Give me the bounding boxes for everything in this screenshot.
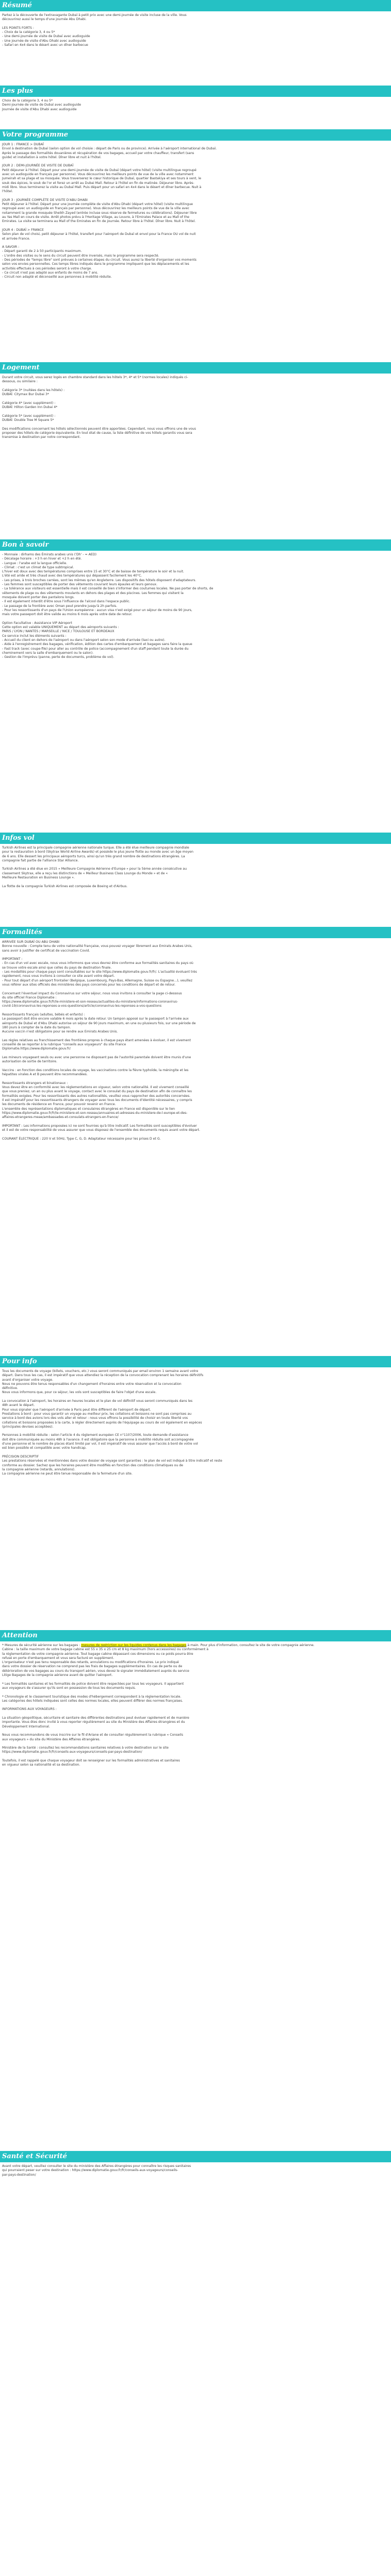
blank-line xyxy=(2,1132,389,1137)
paragraph-line: L'été est aride et très chaud avec des températures qui dépassent facilement les 40°C. xyxy=(2,574,142,578)
paragraph-line: - Fast track (avec coupe-file) pour aller au contrôle de police (accompagnement d'un staff pendant toute la durée du xyxy=(2,647,189,651)
paragraph-line: - Ce circuit n'est pas adapté aux enfants de moins de 7 ans. xyxy=(2,270,99,275)
paragraph-line: Diplomatie.https://www.diplomatie.gouv.fr/ xyxy=(2,1047,71,1051)
paragraph-line: La convocation à l'aéroport, les horaires en heures locales et le plan de vol définitif vous seront communiqués dans les xyxy=(2,1399,193,1403)
blank-line xyxy=(2,22,389,26)
paragraph-line: Personnes à mobilité réduite : selon l'article 4 du règlement européen CE n°1107/2006, toute demande d'assistance xyxy=(2,1433,189,1437)
paragraph-line: Meilleure Restauration en Business Lounge ». xyxy=(2,876,75,880)
blank-line xyxy=(2,1742,389,1746)
paragraph-line: souk des épices, le souk de l'or et ferez un arrêt au Dubai Mall. Retour à l'hôtel en fin de matinée. Déjeuner libre. Après- xyxy=(2,181,194,185)
paragraph-line: Tous les documents de voyage (billets, vouchers, etc.) vous seront communiqués par email environ 1 semaine avant votre xyxy=(2,1369,199,1373)
paragraph-line: Ministère de la Santé : consultez les recommandations sanitaires relatives à votre destination sur le site xyxy=(2,1746,169,1750)
paragraph-line: classement Skytrax, elle a reçu les distinctions de « Meilleur Business Class Lounge du Monde » et de « xyxy=(2,871,168,875)
paragraph-line: LES POINTS FORTS : xyxy=(2,26,35,30)
paragraph-line: qui pourraient peser sur votre destination : https://www.diplomatie.gouv.fr/fr/conseils-aux-voyageurs/conseils- xyxy=(2,2168,178,2173)
section xyxy=(0,0,391,86)
paragraph-line: * Chronologie et le classement touristique des modes d'hébergement correspondent à la réglementation locale. xyxy=(2,1694,182,1699)
blank-line xyxy=(2,617,389,621)
blank-line xyxy=(2,1077,389,1081)
paragraph-line: - Les femmes sont susceptibles de porter des vêtements couvrant leurs épaules et leurs genoux. xyxy=(2,583,158,587)
paragraph-line: https://www.diplomatie.gouv.fr/fr/le-ministere-et-son-reseau/actualites-du-ministere/informations-coronavirus- xyxy=(2,1000,178,1004)
blank-line xyxy=(2,1120,389,1124)
paragraph-line: Catégorie 3* (nuitées dans les hôtels) : xyxy=(2,388,65,392)
paragraph-line: proposer des hôtels de catégorie équivalente. En tout état de cause, la liste définitive de vos hôtels garantis vous sera xyxy=(2,431,192,435)
paragraph-line: conforme au dossier. Sachez que les horaires peuvent être modifiés en fonction des conditions climatiques ou de xyxy=(2,1463,183,1467)
paragraph-line: avec un audioguide en français par personne). Vous découvrirez les meilleurs points de vue de la ville avec notamment xyxy=(2,173,194,177)
paragraph-line: que vous preniez, un an ou plus avant le voyage, contact avec le consulat du pays de destination afin de connaître les xyxy=(2,1090,192,1094)
paragraph-line: compagnie fait partie de l'alliance Star Alliance. xyxy=(2,858,79,862)
paragraph-line: transmise à destination par notre correspondant. xyxy=(2,435,81,439)
paragraph-line: Jumeirah et sa plage et sa mosquée. Vous traverserez le cœur historique de Dubaï, quartier Bastakiya et ses tours à vent, le xyxy=(2,177,201,181)
section xyxy=(0,2151,391,2200)
paragraph-line: en vigueur selon sa nationalité et sa destination. xyxy=(2,1763,80,1767)
paragraph-line: - En cas d'un vol avec escale, nous vous informons que vous devrez être conforme aux formalités sanitaires du pays où xyxy=(2,961,193,965)
paragraph-line: - Choix de la catégorie 3, 4 ou 5* xyxy=(2,30,55,35)
paragraph-line: service à bord des avions lors des vols aller et retour : nous vous offrons la possibilité de choisir en toute liberté vos xyxy=(2,1416,188,1420)
paragraph-line: du site officiel France Diplomatie : xyxy=(2,995,57,999)
blank-line xyxy=(2,987,389,991)
section xyxy=(0,927,391,1356)
section-title: Résumé xyxy=(0,0,391,11)
paragraph-line: - Pour les ressortissants d'un pays de l'Union européenne : aucun visa n'est exigé pour un séjour de moins de 90 jours, xyxy=(2,608,192,612)
section-title: Logement xyxy=(0,362,391,374)
paragraph-line: DUBAÏ: Citymax Bur Dubai 3* xyxy=(2,393,50,397)
blank-line xyxy=(2,384,389,388)
paragraph-line: Petit déjeuner à l'hôtel. Départ pour une demi-journée de visite de Dubaï (départ votre hôtel) (visite multilingue regroupé xyxy=(2,168,197,172)
paragraph-line: (principales devises acceptées). xyxy=(2,1425,54,1429)
section-body xyxy=(0,374,391,443)
paragraph-line: PRÉCISION DESCRIPTIF xyxy=(2,1454,39,1459)
paragraph-line: Pour vous signaler que l'aéroport d'arrivée à Paris peut être différent de l'aéroport de départ. xyxy=(2,1408,151,1412)
paragraph-line: activités effectués à ces périodes seront à votre charge. xyxy=(2,266,92,270)
blank-line xyxy=(2,194,389,198)
paragraph-line: L'organisateur n'est pas tenu responsable des retards, annulations ou modifications d'horaires. Le prix indiqué xyxy=(2,1660,179,1665)
paragraph-line: Le passeport doit être encore valable 6 mois après la date retour. Un tampon apposé sur le passeport à l'arrivée aux xyxy=(2,1017,189,1021)
text-span: à main. Pour plus d'information, consultez le site de votre compagnie aérienne. xyxy=(186,1643,315,1647)
paragraph-line: Selon plan de vol choisi, petit déjeuner à l'hôtel, transfert pour l'aéroport de Dubaï et envol pour la France OU vol de nuit xyxy=(2,232,196,236)
paragraph-line: - Départ garanti de 2 à 50 participants maximum. xyxy=(2,249,82,253)
paragraph-line: Avant votre départ, veuillez consulter le site du ministère des Affaires étrangères pour connaître les risques sanitaires xyxy=(2,2164,191,2168)
paragraph-line: aux voyageurs » du site du Ministère des Affaires étrangères. xyxy=(2,1737,101,1741)
paragraph-line: Les prestations réservées et mentionnées dans votre dossier de voyage sont garanties : le plan de vol est indiqué à titre indicatif et reste xyxy=(2,1459,222,1463)
paragraph-line: Ce service inclut les éléments suivants : xyxy=(2,634,67,638)
paragraph-line: cheminement vers la salle d'embarquement ou le salon). xyxy=(2,651,94,655)
paragraph-line: Nous vous recommandons de vous inscrire sur le fil d'Ariane et de consulter régulièrement la rubrique « Conseils xyxy=(2,1733,183,1737)
paragraph-line: Petit déjeuner à l'hôtel. Départ pour une journée complète de visite d'Abu Dhabi (départ votre hôtel) (visite multilingue xyxy=(2,202,193,207)
paragraph-line: JOUR 1 : FRANCE > DUBAÏ xyxy=(2,143,44,146)
section-body xyxy=(0,1367,391,1479)
section-body xyxy=(0,844,391,892)
blank-line xyxy=(2,1712,389,1716)
blank-line xyxy=(2,241,389,245)
paragraph-line: Catégorie 4* (avec supplément) : xyxy=(2,401,56,405)
paragraph-line: Demi-journée de visite de Dubaï avec audioguide xyxy=(2,103,82,107)
paragraph-line: et il est de votre responsabilité de vous assurer que vous disposez de l'ensemble des documents requis avant votre départ. xyxy=(2,1128,200,1132)
paragraph-line: et arrivée France. xyxy=(2,236,30,241)
paragraph-line: vêtements de plage ou des vêtements moulants en dehors des plages et des piscines. Les femmes qui visitent la xyxy=(2,591,184,595)
paragraph-line: Catégorie 5* (avec supplément) : xyxy=(2,414,56,418)
paragraph-line: A SAVOIR : xyxy=(2,245,20,249)
blank-line xyxy=(2,422,389,427)
paragraph-line: regroupé avec un audioguide en français par personne). Vous découvrirez les meilleurs points de vue de la ville avec xyxy=(2,207,190,211)
liquids-restriction-link[interactable]: mesures de restriction sur les liquides contenus dans les bagages xyxy=(81,1643,187,1647)
blank-line xyxy=(2,1064,389,1069)
paragraph-line: Nous ne pouvons être tenus responsables d'un changement d'horaires entre votre réservation et la convocation xyxy=(2,1382,182,1386)
section xyxy=(0,833,391,927)
paragraph-line: la compagnie aérienne (retards, annulations). xyxy=(2,1467,75,1471)
paragraph-line: - Aide à l'enregistrement des bagages, vérification, édition des cartes d'embarquement et bagages sans faire la queue xyxy=(2,642,192,647)
section xyxy=(0,1356,391,1630)
section-body xyxy=(0,1641,391,1771)
paragraph-line: la réglementation de votre compagnie aérienne. Tout bagage cabine dépassant ces dimensions ou ce poids pourra être xyxy=(2,1652,193,1656)
paragraph-line: - Gestion de l'imprévu (panne, perte de documents, problème de vol). xyxy=(2,655,115,659)
paragraph-line: JOUR 3 : JOURNÉE COMPLÈTE DE VISITE D'ABU DHABI xyxy=(2,198,88,202)
paragraph-line: hépatites virales A et B peuvent être recommandées. xyxy=(2,1073,88,1077)
section-body xyxy=(0,2162,391,2180)
paragraph-line: IMPORTANT : Les informations proposées ici ne sont fournies qu'à titre indicatif. Les formalités sont susceptibles d'évoluer xyxy=(2,1124,197,1128)
paragraph-line: d'une personne et le nombre de places étant limité par vol, il est impératif de vous assurer que l'accès à bord de votre vol xyxy=(2,1442,198,1446)
paragraph-line: Nous vous informons que, pour ce séjour, les vols sont susceptibles de faire l'objet d'une escale. xyxy=(2,1391,157,1395)
paragraph-line: - Décalage horaire : +3 h en hiver et +2 h en été. xyxy=(2,557,82,561)
paragraph-line: https://www.diplomatie.gouv.fr/fr/conseils-aux-voyageurs/conseils-par-pays-destination/ xyxy=(2,1750,142,1754)
blank-line xyxy=(2,397,389,401)
paragraph-line: rapidement, nous vous invitons à consulter ce site avant votre départ. xyxy=(2,974,115,978)
paragraph-line: * Les formalités sanitaires et les formalités de police doivent être respectées par tous les voyageurs. Il appartient xyxy=(2,1682,184,1686)
paragraph-line: Partez à la découverte de l'extravagante Dubaï à petit prix avec une demi-journée de visite incluse de la ville. Vous xyxy=(2,13,187,17)
paragraph-line: JOUR 2 : DEMI-JOURNÉE DE VISITE DE DUBAÏ xyxy=(2,164,74,168)
paragraph-line: Aucune vaccin n'est obligatoire pour se rendre aux Emirats Arabes Unis. xyxy=(2,1030,118,1034)
section-body xyxy=(0,97,391,115)
paragraph-line: La flotte de la compagnie Turkish Airlines est composée de Boeing et d'Airbus. xyxy=(2,884,128,888)
paragraph-line: découvrirez aussi le temps d'une journée Abu Dhabi. xyxy=(2,18,87,22)
section-title: Les plus xyxy=(0,86,391,97)
blank-line xyxy=(2,224,389,228)
paragraph-line: Envol à destination de Dubaï (selon option de vol choisie : départ de Paris ou de province). Arrivée à l'aéroport international de Dubaï. xyxy=(2,147,217,151)
paragraph-line: DUBAÏ: Hilton Garden Inn Dubai 4* xyxy=(2,405,58,410)
blank-line xyxy=(2,1395,389,1399)
paragraph-line: se trouve votre escale ainsi que celles du pays de destination finale. xyxy=(2,965,112,970)
paragraph-line: conseillé de se reporter à la rubrique "conseils aux voyageurs" du site France xyxy=(2,1043,126,1047)
section xyxy=(0,539,391,833)
paragraph-line: Journée de visite d'Abu Dhabi avec audioguide xyxy=(2,107,77,111)
paragraph-line: - L'ordre des visites ou le sens du circuit peuvent être inversés, mais le programme sera respecté. xyxy=(2,253,159,258)
blank-line xyxy=(2,1729,389,1733)
section-title: Votre programme xyxy=(0,129,391,141)
section xyxy=(0,86,391,129)
paragraph-line: sans avoir à justifier de certificat de vaccination Covid. xyxy=(2,948,90,953)
paragraph-line: selon vos envies personnelles. Ces temps libres indiqués dans le programme impliquent que les déplacements et les xyxy=(2,262,189,266)
section-title: Santé et Sécurité xyxy=(0,2151,391,2162)
paragraph-line: collations et boissons proposées à la carte, à régler directement auprès de l'équipage au cours de vol également en espèces xyxy=(2,1420,202,1425)
paragraph-line: La compagnie aérienne ne peut être tenue responsable de la fermeture d'un site. xyxy=(2,1472,133,1476)
paragraph-line: - Une demi-journée de visite de Dubaï avec audioguide xyxy=(2,35,90,39)
paragraph-line: DUBAÏ: Double Tree M Square 5* xyxy=(2,418,54,422)
blank-line xyxy=(2,1677,389,1682)
paragraph-line: - La tolérance aux visiteurs est essentielle mais il est conseillé de bien s'informer des coutumes locales. Ne pas porter de shorts, de xyxy=(2,587,214,591)
section xyxy=(0,1630,391,2151)
paragraph-line: - Langue : l'arabe est la langue officielle. xyxy=(2,561,68,565)
paragraph-line: dans votre dossier de réservation ne comprend pas les frais de bagages supplémentaires. En cas de perte ou de xyxy=(2,1665,183,1669)
paragraph-line: L'hiver est doux avec des températures comprises entre 15 et 30°C et de baisse de température le soir et la nuit. xyxy=(2,570,184,574)
paragraph-line: - Une journée de visite d'Abu Dhabi avec audioguide xyxy=(2,39,86,43)
paragraph-line: - Monnaie : dirhams des Émirats arabes unis ('Dh' - ≈ AED) xyxy=(2,553,96,556)
paragraph-line: notamment la grande mosquée Sheikh Zayed (entrée incluse sous réserve de fermetures ou célébrations). Déjeuner libre xyxy=(2,211,197,215)
paragraph-line: L'ensemble des représentations diplomatiques et consulaires étrangères en France est disponible sur le lien xyxy=(2,1107,175,1111)
section-body xyxy=(0,141,391,283)
blank-line xyxy=(2,1690,389,1694)
paragraph-line: Durant votre circuit, vous serez logés en chambre standard dans les hôtels 3*, 4* et 5* (normes locales) indiqués ci- xyxy=(2,376,188,379)
blank-line xyxy=(2,1755,389,1759)
section xyxy=(0,362,391,539)
paragraph-line: JOUR 4 : DUBAÏ > FRANCE xyxy=(2,228,44,232)
paragraph-line: - Accueil du client en dehors de l'aéroport ou dans l'aéroport selon son mode d'arrivée (taxi ou autre). xyxy=(2,638,166,642)
section-title: Pour info xyxy=(0,1356,391,1367)
paragraph-line: pour la restauration à bord (Skytrax World Airline Awards) et possède le plus jeune flotte au monde avec un âge moyen xyxy=(2,850,193,854)
blank-line xyxy=(2,1451,389,1455)
section-body xyxy=(0,11,391,50)
paragraph-line: aéroports de Dubaï et d'Abu Dhabi autorise un séjour de 90 jours maximum, en une ou plusieurs fois, sur une période de xyxy=(2,1021,196,1025)
paragraph-line: dessous, ou similaire : xyxy=(2,380,38,384)
paragraph-line: Option Facultative : Assistance VIP Aéroport xyxy=(2,621,72,625)
paragraph-line: Toutefois, il est rappelé que chaque voyageur doit se renseigner sur les formalités administratives et sanitaires xyxy=(2,1759,180,1763)
paragraph-line: Ressortissants étrangers et binationaux : xyxy=(2,1081,68,1085)
paragraph-line: Cette option est valable UNIQUEMENT au départ des aéroports suivants : xyxy=(2,625,119,630)
paragraph-line: de 6 ans. Elle dessert les principaux aéroports turcs, ainsi qu'un très grand nombre de destinations étrangères. La xyxy=(2,854,185,858)
paragraph-line: refusé en porte d'embarquement et vous sera facturé en supplément. xyxy=(2,1656,115,1660)
paragraph-line: Les catégories des hôtels indiquées sont celles des normes locales, elles peuvent différer des normes françaises. xyxy=(2,1699,183,1703)
paragraph-line: PARIS / LYON / NANTES / MARSEILLE / NICE / TOULOUSE ET BORDEAUX xyxy=(2,630,115,634)
paragraph-line: aux voyageurs de s'assurer qu'ils sont en possession de tous les documents requis. xyxy=(2,1686,136,1690)
paragraph-line: Emirates. La visite se terminera au Mall of the Emirates en fin de journée. Retour libre à l'hôtel. Dîner libre. Nuit à l'hôtel. xyxy=(2,219,196,224)
paragraph-line: départ. Dans tous les cas, il est impératif que vous attendiez la réception de la convocation comprenant les horaires définitifs xyxy=(2,1374,204,1378)
paragraph-line: Vous devez être en conformité avec les réglementations en vigueur, selon votre nationalité. Il est vivement conseillé xyxy=(2,1086,189,1090)
paragraph-line: mosquée doivent porter des pantalons longs. xyxy=(2,595,75,599)
section xyxy=(0,129,391,362)
paragraph-line: https://www.diplomatie.gouv.fr/fr/le-ministere-et-son-reseau/annuaires-et-adresses-du-ministere-de-l-europe-et-des- xyxy=(2,1111,188,1115)
paragraph-line: doit être communiquée au moins 48h à l'avance. Il est obligatoire que la personne à mobilité réduite soit accompagnée xyxy=(2,1437,194,1442)
paragraph-line: Concernant l'éventuel impact du Coronavirus sur votre séjour, nous vous invitons à consulter la page ci-dessous xyxy=(2,991,182,995)
paragraph-line: vous référer aux sites officiels des ministères des pays concernés pour les conditions de départ et de retour. xyxy=(2,982,176,987)
paragraph-line: La situation géopolitique, sécuritaire et sanitaire des différentes destinations peut évoluer rapidement et de manière xyxy=(2,1716,189,1720)
paragraph-line: Des modifications concernant les hôtels sélectionnés peuvent être apportées. Cependant, nous vous offrons une de vous xyxy=(2,427,196,431)
paragraph-line: - Safari en 4x4 dans le désert avec un dîner barbecue xyxy=(2,43,88,47)
paragraph-line: au Yas Mall en cours de visite. Arrêt photos prévu à l'Heritage Village, au Louvre, à l'Emirates Palace et au Mall of the xyxy=(2,215,189,219)
section-body xyxy=(0,938,391,1144)
blank-line xyxy=(2,1035,389,1039)
paragraph-line: guide) et installation à votre hôtel. Dîner libre et nuit à l'hôtel. xyxy=(2,155,102,159)
paragraph-line: Turkish Airlines est la principale compagnie aérienne nationale turque. Elle a été élue meilleure compagnie mondiale xyxy=(2,846,189,850)
paragraph-line: définitive. xyxy=(2,1386,18,1391)
paragraph-line: Développement International. xyxy=(2,1724,50,1728)
paragraph-line: INFORMATIONS AUX VOYAGEURS : xyxy=(2,1707,57,1711)
paragraph-line: est bien possible et compatible avec votre handicap. xyxy=(2,1446,87,1450)
paragraph-line: Bonne nouvelle : Compte tenu de votre nationalité française, vous pouvez voyager librement aux Emirats Arabes Unis, xyxy=(2,944,192,948)
paragraph-line: affaires-etrangeres-meae/ambassades-et-consulats-etrangers-en-france/ xyxy=(2,1115,119,1120)
paragraph-line: autorisation de sortie de territoire. xyxy=(2,1060,57,1064)
paragraph-line: - Le passage de la frontière avec Oman peut prendre jusqu'à 2h parfois. xyxy=(2,604,118,608)
text-span: * Mesures de sécurité aérienne sur les bagages : xyxy=(2,1643,82,1647)
paragraph-line: Il est impératif pour les ressortissants étrangers de voyager avec tous les documents d'identité nécessaires, y compris xyxy=(2,1098,192,1102)
paragraph-line: ARRIVÉE SUR DUBAÏ OU ABU DHABI xyxy=(2,940,60,944)
paragraph-line: Les règles relatives au franchissement des frontières propres à chaque pays étant amenées à évoluer, il est vivement xyxy=(2,1038,191,1042)
paragraph-line: midi libre. Vous terminerez la visite au Dubaï Mall. Puis départ pour un safari en 4x4 dans le désert et dîner barbecue. Nuit à xyxy=(2,185,202,189)
paragraph-line: 180 jours à compter de la date du tampon. xyxy=(2,1025,71,1029)
paragraph-line: Turkish Airlines a été élue en 2015 « Meilleure Compagnie Aérienne d'Europe » pour la 5ème année consécutive au xyxy=(2,867,187,871)
paragraph-line: Après le passage des formalités douanières et récupération de vos bagages, accueil par votre chauffeur, transfert (sans xyxy=(2,151,194,155)
section-title: Formalités xyxy=(0,927,391,938)
paragraph-line: Les mineurs voyageant seuls ou avec une personne ne disposant pas de l'autorité parentale doivent être munis d'une xyxy=(2,1056,191,1060)
paragraph-line: - Pour tout départ d'un aéroport frontalier (Belgique, Luxembourg, Pays-Bas, Allemagne, Suisse ou Espagne...), veuillez xyxy=(2,978,192,982)
paragraph-line: par-pays-destination/ xyxy=(2,2173,36,2177)
paragraph-line: - Des périodes de "temps libre" sont prévues à certaines étapes du circuit. Vous aurez la liberté d'organiser vos moments xyxy=(2,258,197,262)
paragraph-line: COURANT ÉLECTRIQUE : 220 V et 50Hz, Type C, G, D. Adaptateur nécessaire pour les prises D et G. xyxy=(2,1137,161,1141)
paragraph-line: les documents de résidence en France, pour pouvoir revenir en France. xyxy=(2,1103,116,1107)
paragraph-line: formalités exigées. Pour les ressortissants des autres nationalités, veuillez vous rapprocher des autorités concernées. xyxy=(2,1094,191,1098)
paragraph-line: - Climat : c'est un climat de type subtropical. xyxy=(2,565,74,569)
paragraph-line: Choix de la catégorie 3, 4 ou 5* xyxy=(2,99,53,103)
blank-line xyxy=(2,1703,389,1707)
paragraph-line: avant d'organiser votre voyage. xyxy=(2,1378,53,1382)
paragraph-line: importante. Vous êtes donc invité à vous reporter régulièrement au site du Ministère des Affaires étrangères et du xyxy=(2,1720,185,1724)
paragraph-line: - Les modalités pour chaque pays sont consultables sur le site https://www.diplomatie.gouv.fr/fr/. L'actualité évoluant très xyxy=(2,970,197,974)
paragraph-line: mais votre passeport doit être valide au moins 6 mois après votre date de retour. xyxy=(2,613,133,617)
paragraph-line: - Les prises, à trois broches carrées, sont les mêmes qu'en Angleterre. Les dispositifs des hôtels disposent d'adaptateurs. xyxy=(2,578,197,582)
blank-line xyxy=(2,1009,389,1013)
paragraph-line: Cabine : la taille maximum de votre bagage cabine est 55 x 35 x 25 cm et 8 kg maximum (hors accessoires) ou conformément à xyxy=(2,1648,209,1652)
blank-line xyxy=(2,410,389,414)
paragraph-line: 48h avant le départ. xyxy=(2,1403,35,1408)
paragraph-line: covid-19/coronavirus-les-reponses-a-vos-questions/article/coronavirus-les-reponses-a-vos-questions xyxy=(2,1004,162,1008)
paragraph-line: - Il est également interdit d'être sous l'influence de l'alcool dans l'espace public. xyxy=(2,600,131,604)
paragraph-line: Litige Bagages de la compagnie aérienne avant de quitter l'aéroport. xyxy=(2,1673,113,1677)
blank-line xyxy=(2,953,389,957)
section-body xyxy=(0,551,391,663)
paragraph-line: Ressortissants français (adultes, bébés et enfants) : xyxy=(2,1013,85,1017)
paragraph-line: détérioration de vos bagages au cours du transport aérien, vous devez le signaler immédiatement auprès du service xyxy=(2,1669,189,1673)
paragraph-line: IMPORTANT : xyxy=(2,957,23,961)
paragraph-line: Vaccins : en fonction des conditions locales de voyage, les vaccinations contre la fièvre typhoïde, la méningite et les xyxy=(2,1068,189,1072)
blank-line xyxy=(2,880,389,884)
blank-line xyxy=(2,1052,389,1056)
section-title: Bon à savoir xyxy=(0,539,391,551)
paragraph-line: Prestations à bord : pour vous garantir un voyage au meilleur prix, les collations et boissons ne sont pas comprises au xyxy=(2,1412,192,1416)
paragraph-line: l'hôtel. xyxy=(2,190,13,194)
section-title: Attention xyxy=(0,1630,391,1641)
section-title: Infos vol xyxy=(0,833,391,844)
paragraph-line: - Circuit non adapté et déconseillé aux personnes à mobilité réduite. xyxy=(2,275,112,279)
